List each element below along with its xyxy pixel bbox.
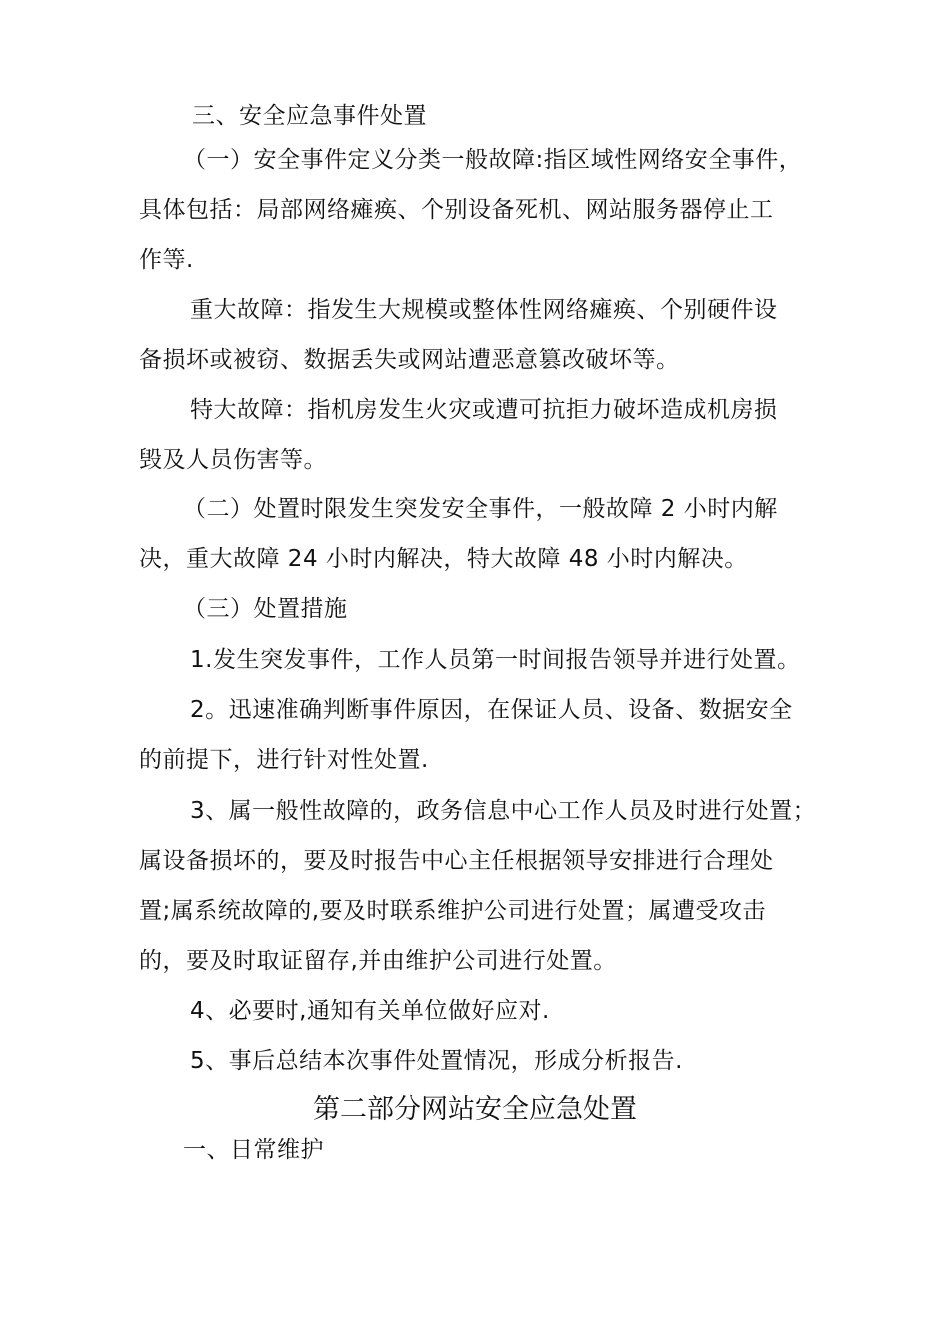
paragraph-line: 的前提下，进行针对性处置.	[139, 747, 429, 773]
part-heading: 第二部分网站安全应急处置	[313, 1094, 637, 1125]
paragraph-line: （一）安全事件定义分类一般故障:指区域性网络安全事件，	[183, 147, 803, 173]
paragraph-line: 重大故障：指发生大规模或整体性网络瘫痪、个别硬件设	[190, 297, 778, 323]
paragraph-line: 特大故障：指机房发生火灾或遭可抗拒力破坏造成机房损	[190, 397, 778, 423]
paragraph-line: （三）处置措施	[183, 596, 348, 622]
paragraph-line: 备损坏或被窃、数据丢失或网站遭恶意篡改破坏等。	[139, 347, 680, 373]
paragraph-line: （二）处置时限发生突发安全事件，一般故障 2 小时内解	[183, 496, 778, 522]
paragraph-line: 毁及人员伤害等。	[139, 447, 327, 473]
paragraph-line: 4、必要时,通知有关单位做好应对.	[190, 998, 550, 1024]
subsection-heading: 一、日常维护	[183, 1137, 324, 1163]
paragraph-line: 的，要及时取证留存,并由维护公司进行处置。	[139, 948, 617, 974]
section-heading: 三、安全应急事件处置	[192, 103, 427, 129]
paragraph-line: 决，重大故障 24 小时内解决，特大故障 48 小时内解决。	[139, 546, 748, 572]
paragraph-line: 5、事后总结本次事件处置情况，形成分析报告.	[190, 1048, 683, 1074]
paragraph-line: 3、属一般性故障的，政务信息中心工作人员及时进行处置；	[190, 798, 817, 824]
paragraph-line: 具体包括：局部网络瘫痪、个别设备死机、网站服务器停止工	[139, 197, 774, 223]
paragraph-line: 置;属系统故障的,要及时联系维护公司进行处置；属遭受攻击	[139, 898, 767, 924]
paragraph-line: 2。迅速准确判断事件原因，在保证人员、设备、数据安全	[190, 697, 793, 723]
paragraph-line: 作等.	[139, 247, 194, 273]
paragraph-line: 1.发生突发事件，工作人员第一时间报告领导并进行处置。	[190, 647, 801, 673]
paragraph-line: 属设备损坏的，要及时报告中心主任根据领导安排进行合理处	[139, 848, 774, 874]
